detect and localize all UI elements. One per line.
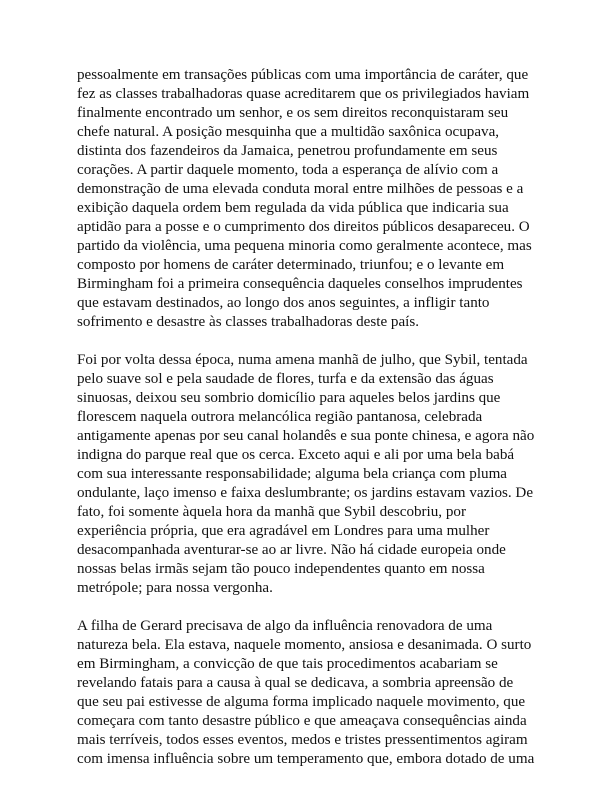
- text-line: corações. A partir daquele momento, toda a esperança de alívio com a: [77, 162, 499, 178]
- text-line: ondulante, laço imenso e faixa deslumbrante; os jardins estavam vazios. De: [77, 485, 534, 501]
- paragraph: [77, 66, 532, 332]
- text-line: metrópole; para nossa vergonha.: [77, 580, 273, 596]
- text-line: aptidão para a posse e o cumprimento dos direitos públicos desapareceu. O: [77, 219, 530, 235]
- text-line: partido da violência, uma pequena minoria como geralmente acontece, mas: [77, 238, 532, 254]
- text-line: revelando fatais para a causa à qual se dedicava, a sombria apreensão de: [77, 675, 514, 691]
- text-line: fato, foi somente àquela hora da manhã que Sybil descobriu, por: [77, 504, 466, 520]
- text-line: fez as classes trabalhadoras quase acreditarem que os privilegiados haviam: [77, 86, 530, 102]
- text-line: pelo suave sol e pela saudade de flores, turfa e da extensão das águas: [77, 371, 494, 387]
- text-line: pessoalmente em transações públicas com uma importância de caráter, que: [77, 67, 529, 83]
- text-line: A filha de Gerard precisava de algo da influência renovadora de uma: [77, 618, 493, 634]
- text-line: Foi por volta dessa época, numa amena manhã de julho, que Sybil, tentada: [77, 352, 528, 368]
- text-line: sinuosas, deixou seu sombrio domicílio para aqueles belos jardins que: [77, 390, 501, 406]
- text-line: que estavam destinados, ao longo dos anos seguintes, a infligir tanto: [77, 295, 490, 311]
- document-body: [77, 66, 535, 788]
- text-line: começara com tanto desastre público e que ameaçava consequências ainda: [77, 713, 527, 729]
- text-line: com imensa influência sobre um temperamento que, embora dotado de uma: [77, 751, 535, 767]
- text-line: chefe natural. A posição mesquinha que a multidão saxônica ocupava,: [77, 124, 500, 140]
- text-line: exibição daquela ordem bem regulada da vida pública que indicaria sua: [77, 200, 509, 216]
- paragraph: [77, 617, 535, 769]
- text-line: florescem naquela outrora melancólica região pantanosa, celebrada: [77, 409, 483, 425]
- text-line: finalmente encontrado um senhor, e os sem direitos reconquistaram seu: [77, 105, 509, 121]
- text-line: Birmingham foi a primeira consequência daqueles conselhos imprudentes: [77, 276, 523, 292]
- paragraph: [77, 351, 535, 598]
- text-line: experiência própria, que era agradável em Londres para uma mulher: [77, 523, 490, 539]
- text-line: nossas belas irmãs sejam tão pouco independentes quanto em nossa: [77, 561, 485, 577]
- text-line: com sua interessante responsabilidade; alguma bela criança com pluma: [77, 466, 508, 482]
- text-line: que seu pai estivesse de alguma forma implicado naquele movimento, que: [77, 694, 526, 710]
- text-line: demonstração de uma elevada conduta moral entre milhões de pessoas e a: [77, 181, 524, 197]
- text-line: em Birmingham, a convicção de que tais procedimentos acabariam se: [77, 656, 498, 672]
- text-line: distinta dos fazendeiros da Jamaica, penetrou profundamente em seus: [77, 143, 498, 159]
- text-line: mais terríveis, todos esses eventos, medos e tristes pressentimentos agiram: [77, 732, 528, 748]
- text-line: antigamente apenas por seu canal holandês e sua ponte chinesa, e agora não: [77, 428, 535, 444]
- text-line: natureza bela. Ela estava, naquele momento, ansiosa e desanimada. O surto: [77, 637, 532, 653]
- text-line: composto por homens de caráter determinado, triunfou; e o levante em: [77, 257, 505, 273]
- text-line: desacompanhada aventurar-se ao ar livre. Não há cidade europeia onde: [77, 542, 506, 558]
- text-line: sofrimento e desastre às classes trabalhadoras deste país.: [77, 314, 420, 330]
- text-line: indigna do parque real que os cerca. Exceto aqui e ali por uma bela babá: [77, 447, 515, 463]
